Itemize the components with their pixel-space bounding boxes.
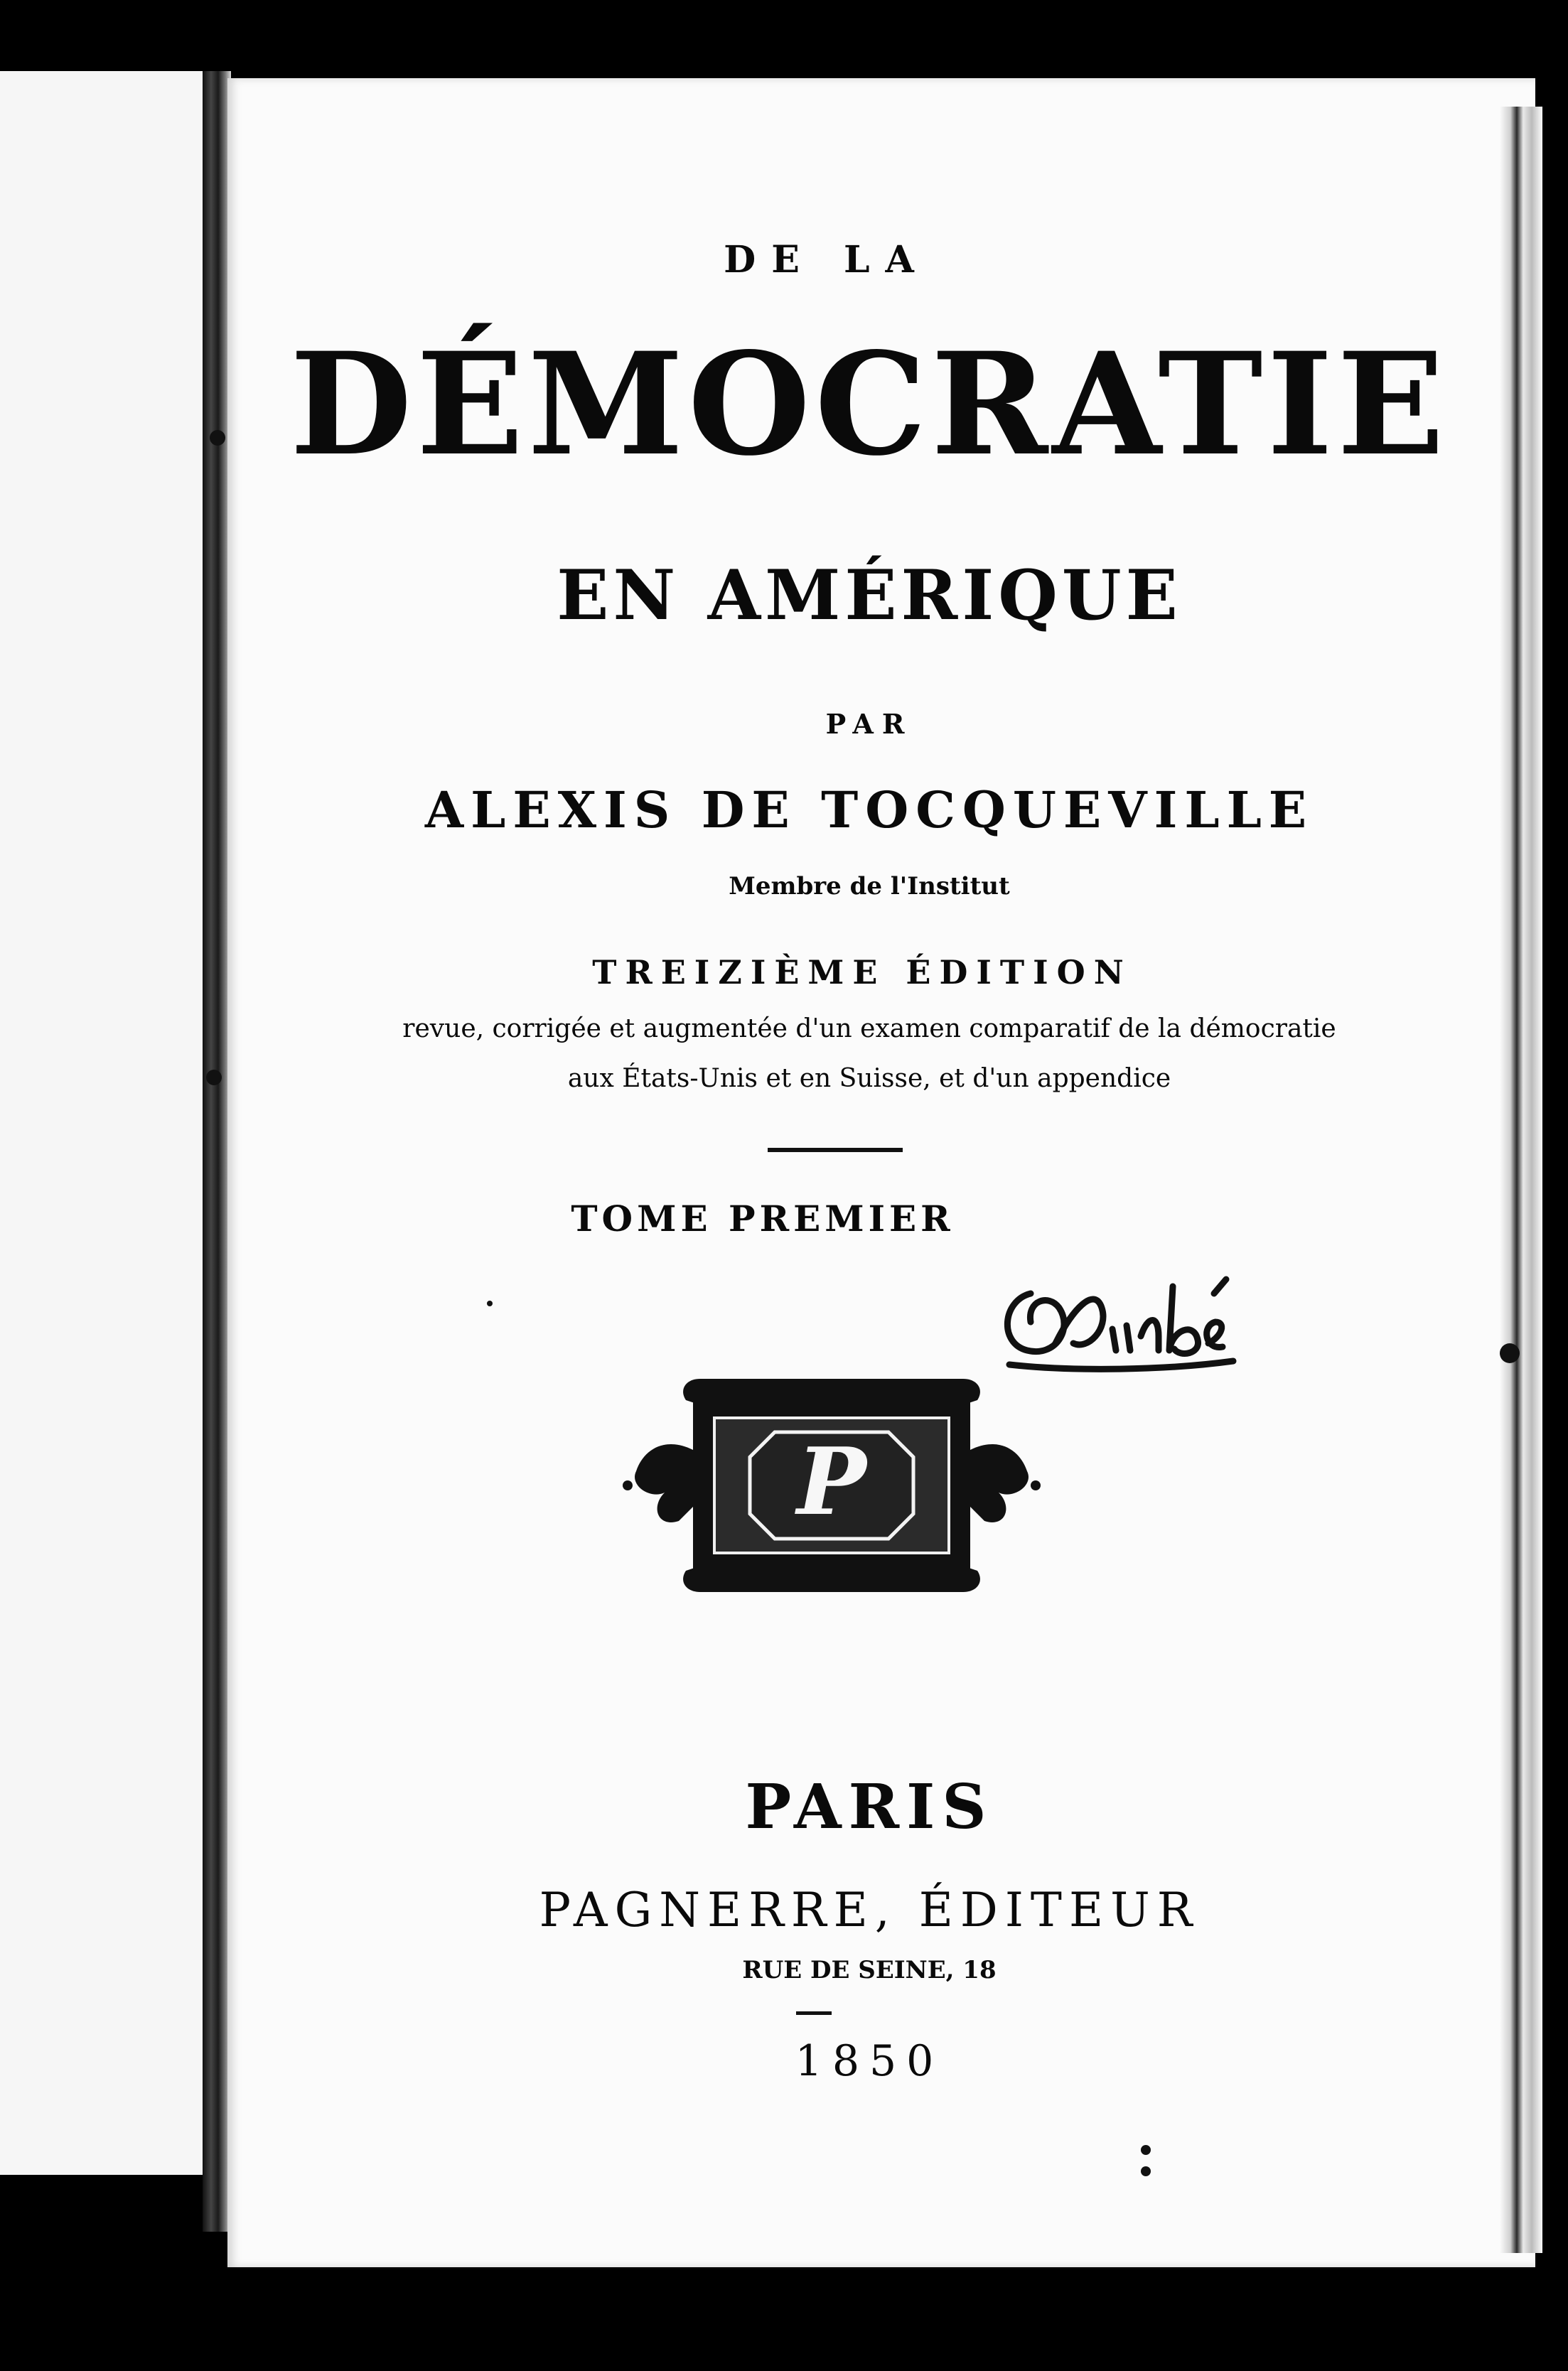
scan-speck bbox=[1500, 1343, 1520, 1363]
edition-note-line-2: aux États-Unis et en Suisse, et d'un appendice bbox=[567, 1064, 1171, 1093]
author-name: ALEXIS DE TOCQUEVILLE bbox=[424, 780, 1314, 839]
edition-note-line-1: revue, corrigée et augmentée d'un examen comparatif de la démocratie bbox=[402, 1014, 1336, 1043]
book-subtitle: EN AMÉRIQUE bbox=[557, 555, 1182, 635]
scan-speck bbox=[206, 1070, 222, 1085]
by-label: PAR bbox=[825, 708, 913, 740]
publisher-address: RUE DE SEINE, 18 bbox=[742, 1956, 997, 1984]
scan-speck bbox=[487, 1301, 493, 1306]
edition-label: TREIZIÈME ÉDITION bbox=[592, 953, 1132, 991]
scan-speck bbox=[1141, 2166, 1151, 2176]
publication-year: 1850 bbox=[795, 2036, 944, 2086]
scan-speck bbox=[210, 430, 225, 446]
author-affiliation: Membre de l'Institut bbox=[729, 872, 1010, 900]
divider-rule bbox=[768, 1148, 903, 1152]
scan-speck bbox=[1141, 2145, 1151, 2155]
publisher: PAGNERRE, ÉDITEUR bbox=[539, 1883, 1200, 1937]
city: PARIS bbox=[745, 1771, 994, 1843]
small-divider bbox=[796, 2011, 832, 2015]
book-title: DÉMOCRATIE bbox=[289, 321, 1449, 487]
emblem-letter: P bbox=[797, 1427, 866, 1536]
volume-label: TOME PREMIER bbox=[571, 1198, 955, 1240]
publisher-ornament-icon bbox=[622, 1365, 1041, 1606]
pretitle: DE LA bbox=[724, 238, 930, 281]
